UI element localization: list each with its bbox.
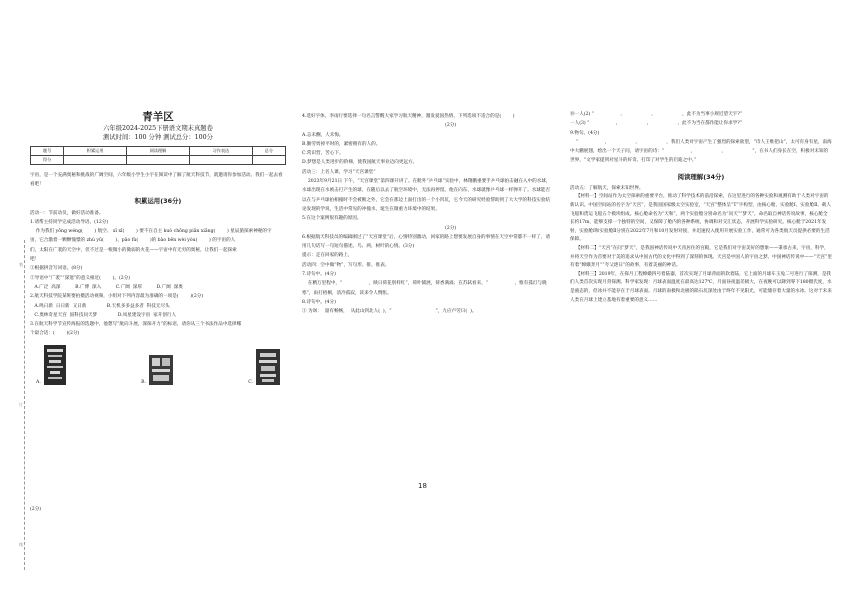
table-cell: 题号 — [31, 147, 64, 156]
column2-lines — [302, 112, 554, 317]
text-line: 6.根据航天科技员的编辑刚过了“天宫课堂”后，心情特别激动，回家的路上想要发展自身的事情在天空中常都不一样了，请用几句话写一句短句描述。鸟、两、树叶的心情。(3分) — [302, 234, 550, 250]
text-line: “ ， ， ，我们人类对宇宙产生了强烈的探索欲望，“诗人王维把山”，太可有身有星，南海中大鹏展翅，绘出一个天子问，请宇宙的诗：“ ， ， ”，在书人们身长在空，积极对未知的世界，“文学家提到对星斗的好奇。打印了对学生的启迪之中。” — [570, 139, 832, 164]
text-line: 2.航天科技学院某班要拍摄活动视频，小组对下列内容最为准确的一项是( )(2分) — [30, 294, 204, 300]
text-line: 提示：走在回家的路上， — [302, 253, 353, 259]
score-note: (2分) — [30, 506, 42, 512]
text-line: 活动三：上名人课，学习“天宫课堂” — [302, 169, 376, 175]
text-line: 吧！ — [30, 257, 40, 263]
calligraphy-options — [36, 345, 280, 385]
text-line: 9.物句。(4分) — [570, 130, 600, 136]
section-heading-reading: 阅读理解(34分) — [677, 172, 725, 181]
text-line: 【材料三】2019年，在探月工程嫦娥四号着陆器，首次实现了月球背面的软着陆，它上面的月球车玉兔二号进行了探测，是我们人类首次实现月背探测。科学家发现：月球表面温度在最高达127℃，月面昼夜温差极大，在夜晚可以降到零下180摄氏度，水是液态的，但冰并不能存在于月球表面。月球的南极和北极的陨石坑深处由于终年不见阳光，可能储存着大量的水冰，这对于未来人类在月球上建立基地有着重要的意义…… — [570, 271, 832, 303]
district-title: 青羊区 — [142, 111, 174, 123]
calligraphy-option-b[interactable] — [141, 345, 173, 385]
text-line: ②导语中“广袤”“深邃”的意义相近( )。(2分) — [30, 275, 131, 281]
table-cell: 习作表达 — [189, 147, 252, 156]
calligraphy-image-c — [256, 349, 280, 385]
text-line: 一人(3) “ ， ， ，此不为当在都作能让你求学?” — [570, 121, 743, 127]
table-cell: 积累运用 — [64, 147, 127, 156]
page-number: 18 — [418, 482, 427, 490]
table-cell — [189, 156, 252, 165]
text-line: 在精万里程中，“ ，映日荷花别样红”，荷叶铺展，荷香满溢；在苏轼看来，“ ，惟有孤灯与晓寒”，雨打梧桐，清冷孤寂，读来令人惆怅。 — [302, 281, 547, 296]
calligraphy-option-c[interactable] — [248, 345, 280, 385]
section-heading-accumulation: 积累运用(36分) — [134, 196, 182, 205]
text-line: 8.诗句中。(4分) — [302, 299, 336, 305]
text-line: 【材料一】空间站作为太空探索的重要平台，推动了科学技术的前沿探索，在这里进行的各种实验和观测有助于人类对宇宙的新认识。中国空间站的名字为“天宫”，是我国国家级太空实验室，“天宫”整体呈“T”字构型，由核心舱、实验舱Ⅰ、实验舱Ⅱ、载人飞船和货运飞船五个模块组成。核心舱命名为“天和”，两个实验舱分别命名为“问天”“梦天”，命名取自神话传说故事，核心舱全长约17m，能够支撑一个独特的空间，又保障了舱内的各种系统，协调和对交汇状态，开展科学实验研究。核心舱于2021年发射，实验舱Ⅰ和实验舱Ⅱ分别在2022年7月和10月发射对接，并迅速投入使用开展实验工作，通常可为各类航天员提供必要的生活保障。 — [570, 194, 831, 243]
table-row — [31, 156, 286, 165]
table-cell — [252, 156, 285, 165]
text-line: 活动四：空中做“物”，写句形、排、推表。 — [302, 262, 390, 268]
text-line: ①根据拼音写词语。(8分) — [30, 266, 83, 272]
text-line: 作为我们 yōng wéng( ) 航空、 xī xī( ) 要不在自主 kuò chōng piān xiǎng( ) 星辰旅探索神秘的宇 — [30, 229, 272, 235]
table-cell — [64, 156, 127, 165]
text-line: 宙，它合激着一颗颗憧憬的 zhù yǔ( )、pāo fù( )的 bào bēn wèi yóu( ) 的宇宙的人 — [30, 238, 236, 244]
column3-lines-2 — [570, 185, 832, 305]
text-line: 1.请帮主持同学完成活动导语。(12分) — [30, 219, 109, 225]
table-cell: 总分 — [252, 147, 285, 156]
binding-mark: 线 — [19, 542, 23, 547]
table-row — [31, 147, 286, 156]
text-line: A.广泛 高深 B.广博 深入 C.广阔 深厚 D.广阔 深奥 — [30, 284, 183, 290]
text-line: 7.诗句中。(4分) — [302, 272, 336, 278]
calligraphy-option-a[interactable] — [36, 345, 66, 385]
text-line: 5.在这个案例很有趣的原因。 — [302, 216, 362, 222]
score-table — [30, 146, 286, 165]
text-line: (2分) — [302, 123, 457, 129]
binding-mark: 订 — [19, 402, 23, 407]
text-line: 3.在航天科学节宣传海报的选题中，他想写“航向斗展，深探开力”的标语，请你从三个书法作品中选择哪 — [30, 322, 242, 328]
calligraphy-image-a — [44, 345, 66, 385]
text-line: A.志未酬，人未悔。 — [302, 132, 344, 138]
binding-margin-line — [24, 240, 25, 570]
text-line: 2023年9月21日 下午，“天宫课堂”第四课开讲了。在舱外“乒乓球”实验中，林翔鹏重要手乒乓球拍击融在入中的水球，水球出现在水被击打产生的球，在随后以去了航空环境中，无法再停留。他在向东，水球就像乒乓球一样弹开了。水球能否以在与乒乓球拍相撞时不会被断之外，它会在那边上面打出的一个小凹坑，它今天的研究经验帮助到了大大学的科技实验结论发现的学说，生活中常见的冲撞水，诞生在微重力环境中的结果。 — [302, 179, 551, 212]
text-line: (2分) — [302, 225, 457, 231]
text-line: D.梦想是人类进步的阶梯，使我国航天事业迈向更远方。 — [302, 160, 418, 166]
column-middle — [302, 112, 554, 317]
option-label: A. — [36, 379, 41, 385]
text-line: C.常识营，苦心下。 — [302, 151, 344, 157]
text-line: 活动一：节前动员，做好活动准备。 — [30, 210, 104, 216]
option-label: C. — [248, 379, 253, 385]
section1-lines — [30, 209, 286, 339]
column-left — [30, 110, 286, 514]
table-cell — [127, 156, 190, 165]
intro-text: 宇宙，是一个充满奥秘和挑战的广阔空间，六年级小学生小宇在阅读中了解了航天科技节，就邀请你参加活动。我们一起去看看吧！ — [30, 173, 283, 188]
text-line: C.奥林奇星天宫 国科技问天梦 D.凤星建设宇宙 家开创行人 — [30, 312, 177, 318]
text-line: 4.选好字体，李雨行要选择一句名言警醒大家学习航天精神，激发爱国热情，下列选项不适合的是( ) — [302, 114, 515, 119]
text-line: 个最合适：( )(2分) — [30, 331, 80, 337]
text-line: B.勤劳剪掉平时的，紧密拥有的人的。 — [302, 141, 381, 147]
calligraphy-image-b — [149, 355, 173, 385]
column3-lines — [570, 110, 832, 166]
exam-title: 六年级2024-2025下册语文期末真题卷 — [103, 125, 213, 132]
text-line: ⑩一人(2) “ ， ， ，此不为当事小规近望天宇?” — [570, 112, 743, 117]
option-label: B. — [141, 379, 146, 385]
binding-mark: 装 — [19, 262, 23, 267]
exam-meta: 测试时间：100 分钟 测试总分：100分 — [103, 134, 213, 141]
text-line: 们，太阳在广袤的天空中，但不过是一根微小的微弱的火花——宇宙中有无穷的奥秘，让我们一起探索 — [30, 247, 237, 253]
text-line: 【材料二】“天宫”在问“梦天”，是我国神话传说中天帝居住的宫殿，它是我们对宇宙美好的想象——秉承古来，宇宙，科学，并将天空作为首要对于美的追求从中国古代的文化中得到了深刻的体现。天宫是中国人的宇宙之梦。中国神话传说中——“天宫”里有着“嫦娥奔月”“夸父逐日”的故事，有着美丽的神话。 — [570, 245, 832, 269]
text-line: A.鸣日新 日日新 又日新 B.天机多多益多者 科技无尽头 — [30, 303, 170, 309]
text-line: ① 为讽： 量有畅畅， 从此山到北人( )，“ ”，九应卢劳曰( )。 — [302, 309, 477, 315]
column-right — [570, 110, 832, 305]
text-line: 活动五：了解航天，探索未知世界。 — [570, 185, 644, 191]
table-cell: 阅读理解 — [127, 147, 190, 156]
table-cell: 得分 — [31, 156, 64, 165]
